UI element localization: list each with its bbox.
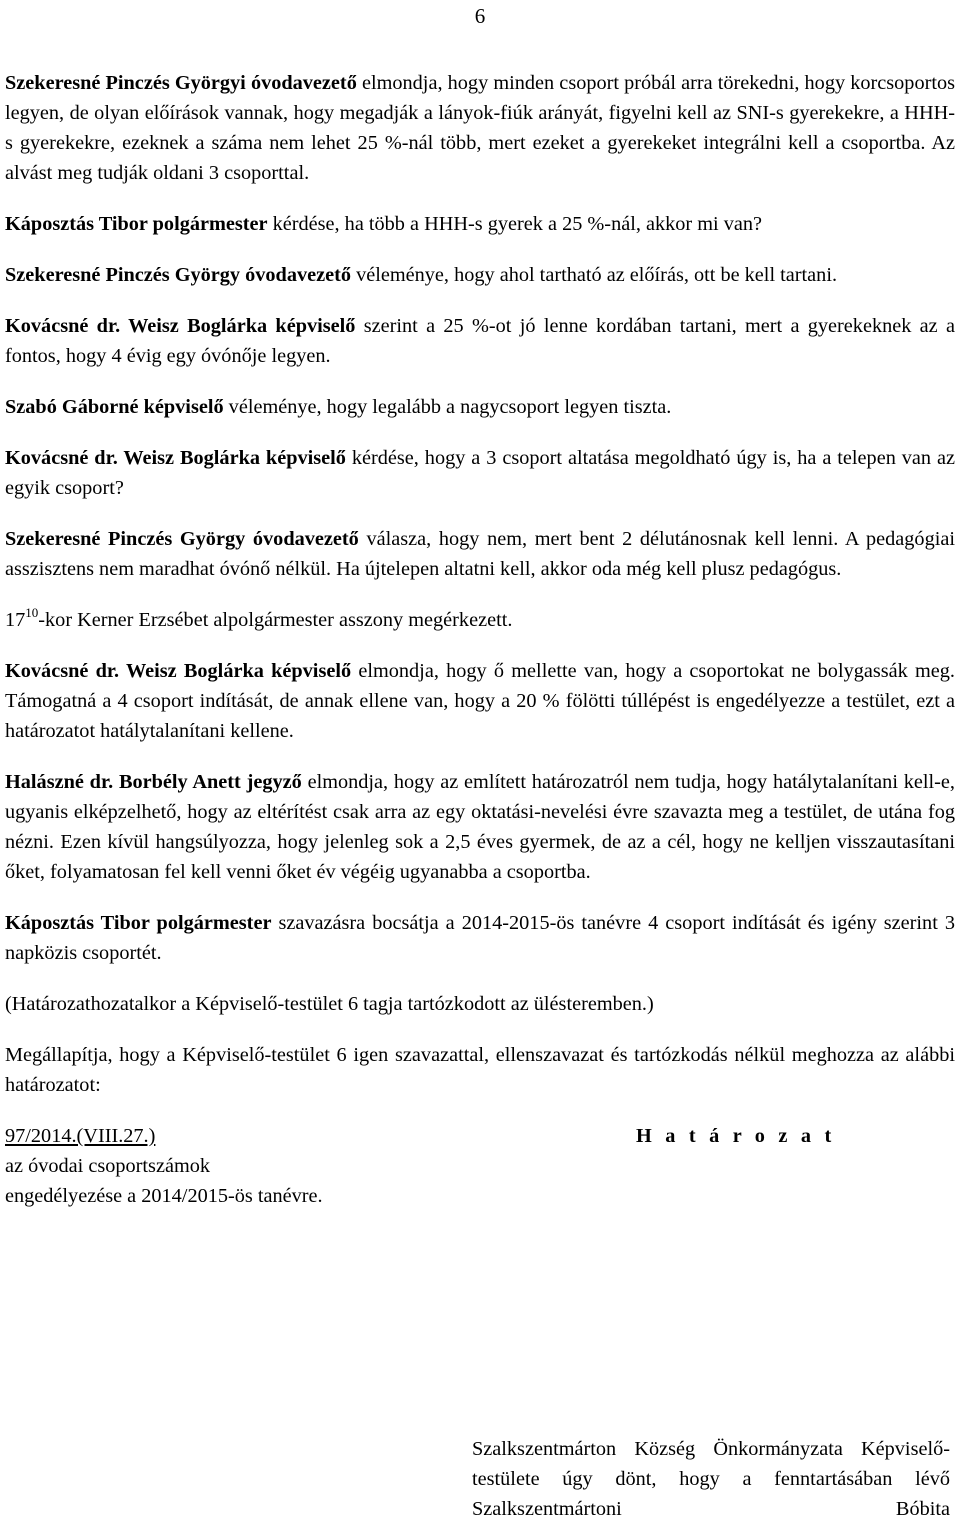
paragraph-mayor-vote: [5, 908, 955, 968]
speaker-name: Halászné dr. Borbély Anett jegyző: [5, 771, 302, 793]
speaker-name: Káposztás Tibor polgármester: [5, 912, 272, 934]
paragraph-representative-kovacsne-1: [5, 311, 955, 371]
paragraph-text: véleménye, hogy legalább a nagycsoport legyen tiszta.: [223, 396, 672, 418]
speaker-name: Káposztás Tibor polgármester: [5, 213, 268, 235]
paragraph-kindergarten-head-opinion: [5, 260, 955, 290]
paragraph-representative-szabo: [5, 392, 955, 422]
paragraph-notary: [5, 767, 955, 887]
resolution-heading: H a t á r o z a t: [636, 1125, 836, 1147]
arrival-minute: 10: [25, 605, 39, 620]
paragraph-text: elmondja, hogy minden csoport próbál arra törekedni, hogy korcsoportos legyen, de olyan előírások vannak, hogy megadják a lányok-fiúk arányát, figyelni kell az SNI-s gyerekekre, a HHH-s gyerekekre, ezeknek a száma nem lehet 25 %-nál több, mert ezeket a gyerekeket integrálni kell a csoportba. Az alvást meg tudják oldani 3 csoporttal.: [5, 72, 955, 184]
paragraph-attendance-note: (Határozathozatalkor a Képviselő-testület 6 tagja tartózkodott az ülésteremben.): [5, 993, 654, 1015]
paragraph-kindergarten-head-answer: [5, 524, 955, 584]
speaker-name: Kovácsné dr. Weisz Boglárka képviselő: [5, 447, 346, 469]
speaker-name: Szabó Gáborné képviselő: [5, 396, 224, 418]
resolution-header: [5, 1121, 955, 1217]
resolution-decision-text: Szalkszentmárton Község Önkormányzata Képviselő-testülete úgy dönt, hogy a fenntartásában lévő Szalkszentmártoni Bóbita: [472, 1438, 950, 1520]
paragraph-kindergarten-head-groups: [5, 68, 955, 188]
paragraph-arrival-note: [5, 605, 955, 635]
resolution-number: 97/2014.(VIII.27.): [5, 1125, 156, 1147]
speaker-name: Kovácsné dr. Weisz Boglárka képviselő: [5, 660, 352, 682]
paragraph-text: válasza, hogy nem, mert bent 2 délutánosnak kell lenni. A pedagógiai asszisztens nem maradhat óvónő nélkül. Ha újtelepen altatni kell, akkor oda még kell plusz pedagógus.: [5, 528, 955, 580]
paragraph-text: kérdése, ha több a HHH-s gyerek a 25 %-nál, akkor mi van?: [267, 213, 762, 235]
arrival-hour: 17: [5, 609, 26, 631]
paragraph-text: elmondja, hogy az említett határozatról nem tudja, hogy hatálytalanítani kell-e, ugyanis elképzelhető, hogy az eltérítést csak arra az egy oktatási-nevelési évre szavazta meg a testület, de utána fog nézni. Ezen kívül hangsúlyozza, hogy jelenleg sok a 2,5 éves gyermek, de az a cél, hogy ne kelljen visszautasítani őket, folyamatosan fel kell venni őket év végéig ugyanabba a csoportba.: [5, 771, 955, 883]
page-number: 6: [474, 4, 486, 28]
speaker-name: Kovácsné dr. Weisz Boglárka képviselő: [5, 315, 356, 337]
minutes-body: [5, 68, 955, 1217]
resolution-subject-line-1: az óvodai csoportszámok: [5, 1155, 211, 1177]
paragraph-text: szerint a 25 %-ot jó lenne kordában tartani, mert a gyerekeknek az a fontos, hogy 4 évig egy óvónője legyen.: [5, 315, 955, 367]
speaker-name: Szekeresné Pinczés György óvodavezető: [5, 528, 359, 550]
resolution-subject-line-2: engedélyezése a 2014/2015-ös tanévre.: [5, 1185, 323, 1207]
paragraph-vote-result: Megállapítja, hogy a Képviselő-testület 6 igen szavazattal, ellenszavazat és tartózkodás nélkül meghozza az alábbi határozatot:: [5, 1044, 955, 1096]
paragraph-text: szavazásra bocsátja a 2014-2015-ös tanévre 4 csoport indítását és igény szerint 3 napközis csoportét.: [5, 912, 955, 964]
paragraph-text: -kor Kerner Erzsébet alpolgármester asszony megérkezett.: [38, 609, 513, 631]
speaker-name: Szekeresné Pinczés Györgyi óvodavezető: [5, 72, 357, 94]
paragraph-mayor-question: [5, 209, 955, 239]
paragraph-representative-kovacsne-3: [5, 656, 955, 746]
paragraph-text: véleménye, hogy ahol tartható az előírás, ott be kell tartani.: [351, 264, 838, 286]
resolution-meta: [5, 1121, 475, 1211]
paragraph-representative-kovacsne-2: [5, 443, 955, 503]
paragraph-text: elmondja, hogy ő mellette van, hogy a csoportokat ne bolygassák meg. Támogatná a 4 csoport indítását, de annak ellene van, hogy a 20 % fölötti túllépést is engedélyezze a testület, ezt a határozatot hatálytalanítani kellene.: [5, 660, 956, 742]
speaker-name: Szekeresné Pinczés György óvodavezető: [5, 264, 352, 286]
paragraph-text: kérdése, hogy a 3 csoport altatása megoldható úgy is, ha a telepen van az egyik csoport?: [5, 447, 955, 499]
